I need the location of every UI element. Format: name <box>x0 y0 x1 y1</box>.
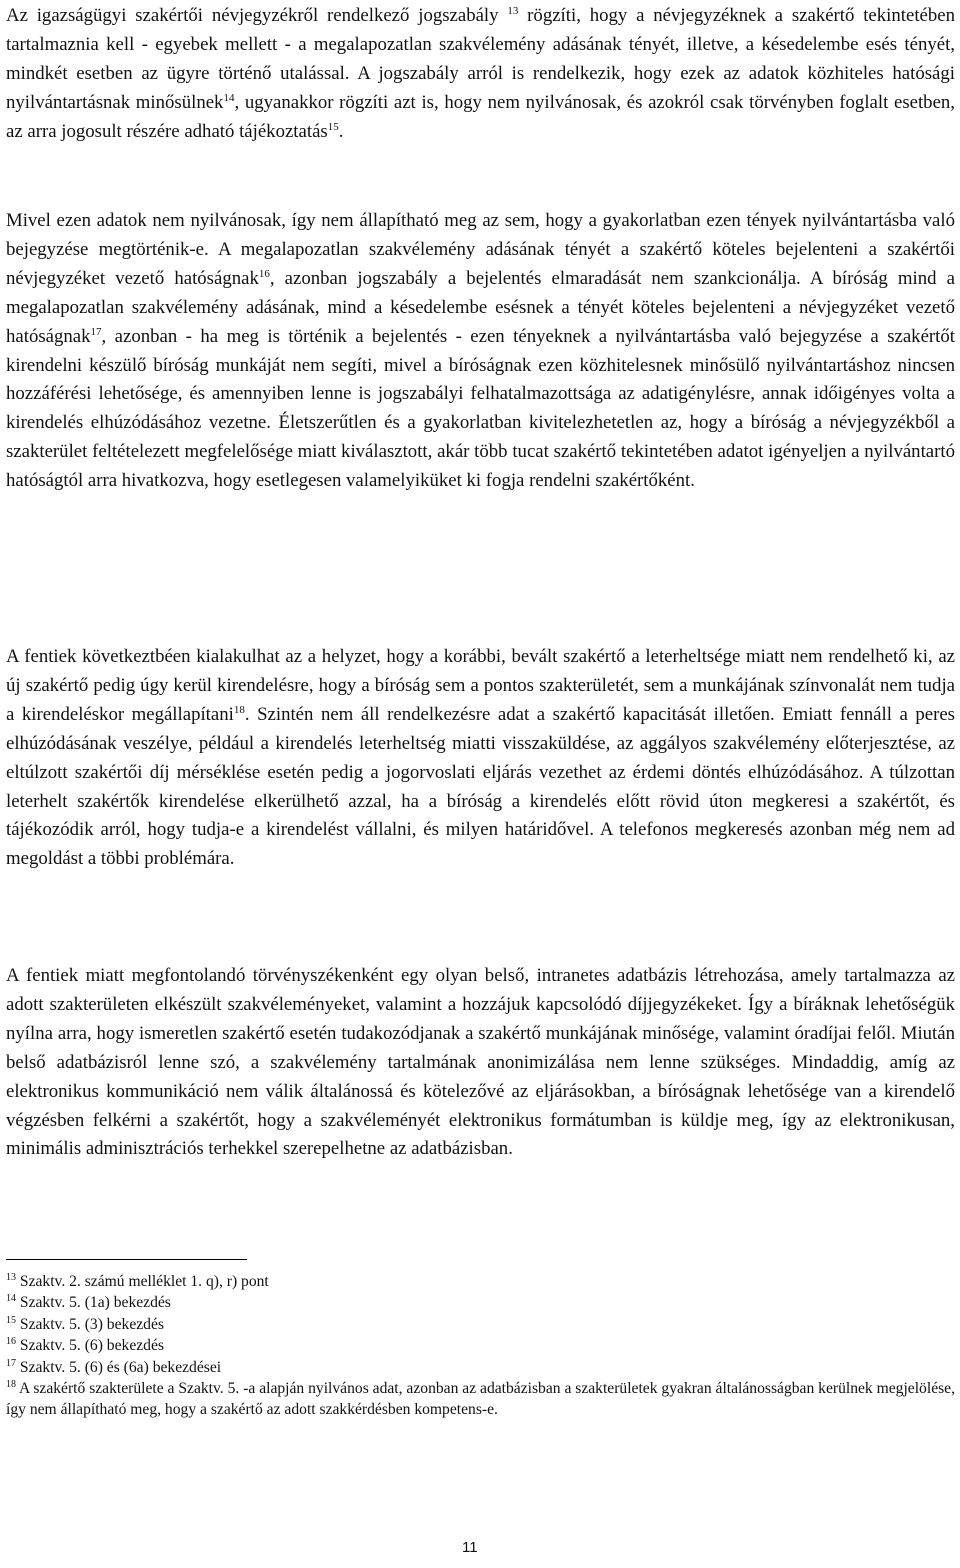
footnote-14 <box>6 1292 955 1313</box>
paragraph-text: , azonban jogszabály a bejelentés elmaradását nem szankcionálja. A bíróság mind a megalapozatlan szakvélemény adásának, mind a késedelembe esésnek a tényét köteles bejelenteni a névjegyzéket vezető hatóságnak <box>6 267 955 347</box>
paragraph-text: . <box>338 120 344 142</box>
footnote-17 <box>6 1357 955 1378</box>
paragraph-text: Az igazságügyi szakértői névjegyzékről rendelkező jogszabály <box>6 5 508 26</box>
page-number: 11 <box>462 1539 478 1556</box>
paragraph-text: , azonban - ha meg is történik a bejelentés - ezen tényeknek a nyilvántartásba való bejegyzése a szakértőt kirendelni készülő bíróság munkáját nem segíti, mivel a bíróságnak ezen közhitelesnek minősülő nyilvántartáshoz nincsen hozzáférési lehetősége, és amennyiben lenne is jogszabályi felhatalmazottsága az adatigénylésre, annak időigényes volta a kirendelés elhúzódásához vezetne. Életszerűtlen és a gyakorlatban kivitelezhetetlen az, hogy a bíróság a névjegyzékből a szakterület feltételezett megfelelősége miatt kiválasztott, akár több tucat szakértő tekintetében adatot igényeljen a nyilvántartó hatóságtól arra hivatkozva, hogy esetlegesen valamelyiküket ki fogja rendelni szakértőként. <box>6 325 955 492</box>
footnote-number: 18 <box>6 1379 16 1391</box>
footnotes <box>6 1271 955 1421</box>
paragraph-text: A fentiek következtbéen kialakulhat az a helyzet, hogy a korábbi, bevált szakértő a leterheltsége miatt nem rendelhető ki, az új szakértő pedig úgy kerül kirendelésre, hogy a bíróság sem a pontos szakterületét, sem a munkájának színvonalát nem tudja a kirendeléskor megállapítani <box>6 646 955 725</box>
footnote-ref: 13 <box>507 4 519 17</box>
footnote-number: 17 <box>6 1357 16 1369</box>
footnote-16 <box>6 1335 955 1356</box>
footnote-text: Szaktv. 2. számú melléklet 1. q), r) pont <box>16 1273 269 1290</box>
paragraph-text: , ugyanakkor rögzíti azt is, hogy nem nyilvánosak, és azokról csak törvényben foglalt esetben, az arra jogosult részére adható tájékoztatás <box>6 91 955 142</box>
footnote-ref: 16 <box>258 267 270 280</box>
paragraph-3 <box>6 643 955 874</box>
footnote-15 <box>6 1314 955 1335</box>
footnote-text: Szaktv. 5. (6) és (6a) bekezdései <box>16 1358 222 1376</box>
footnote-number: 16 <box>6 1336 16 1348</box>
paragraph-text: Mivel ezen adatok nem nyilvánosak, így nem állapítható meg az sem, hogy a gyakorlatban ezen tények nyilvántartásba való bejegyzése megtörténik-e. A megalapozatlan szakvélemény adásának tényét a szakértő köteles bejelenteni a szakértői névjegyzéket vezető hatóságnak <box>6 210 955 289</box>
footnote-text: A szakértő szakterülete a Szaktv. 5. -a alapján nyilvános adat, azonban az adatbázisban a szakterületek gyakran általánosságban kerülnek megjelölése, így nem állapítható meg, hogy a szakértő az adott szakkérdésben kompetens-e. <box>6 1380 955 1419</box>
footnote-ref: 14 <box>223 91 235 104</box>
paragraph-4 <box>6 962 955 1164</box>
footnote-ref: 17 <box>90 325 102 338</box>
paragraph-text: A fentiek miatt megfontolandó törvényszékenként egy olyan belső, intranetes adatbázis létrehozása, amely tartalmazza az adott szakterületen elkészült szakvéleményeket, valamint a hozzájuk kapcsolódó díjjegyzékeket. Így a bíráknak lehetőségük nyílna arra, hogy ismeretlen szakértő esetén tudakozódjanak a szakértő munkájának minősége, valamint óradíjai felől. Miután belső adatbázisról lenne szó, a szakvélemény tartalmának anonimizálása nem lenne szükséges. Mindaddig, amíg az elektronikus kommunikáció nem válik általánossá és kötelezővé az eljárásokban, a bíróságnak lehetősége van a kirendelő végzésben felkérni a szakértőt, hogy a szakvéleményét elektronikus formátumban is küldje meg, így az elektronikusan, minimális adminisztrációs terhekkel szerepelhetne az adatbázisban. <box>6 965 955 1160</box>
footnote-ref: 18 <box>233 703 245 716</box>
footnote-ref: 15 <box>327 120 339 133</box>
footnote-text: Szaktv. 5. (6) bekezdés <box>16 1337 164 1355</box>
footnote-separator <box>6 1259 247 1260</box>
paragraph-text: . Szintén nem áll rendelkezésre adat a szakértő kapacitását illetően. Emiatt fennáll a peres elhúzódásának veszélye, például a kirendelés leterheltség miatti visszaküldése, az aggályos szakvélemény előterjesztése, az eltúlzott szakértői díj mérséklése esetén pedig a jogorvoslati eljárás vezethet az érdemi döntés elhúzódásához. A túlzottan leterhelt szakértők kirendelése elkerülhető azzal, ha a bíróság a kirendelés előtt rövid úton megkeresi a szakértőt, és tájékozódik arról, hogy tudja-e a kirendelést vállalni, és milyen határidővel. A telefonos megkeresés azonban még nem ad megoldást a többi problémára. <box>6 703 955 870</box>
footnote-number: 15 <box>6 1314 16 1326</box>
footnote-text: Szaktv. 5. (1a) bekezdés <box>16 1294 171 1312</box>
paragraph-1 <box>6 2 955 147</box>
footnote-number: 13 <box>6 1272 16 1283</box>
paragraph-2 <box>6 207 955 496</box>
footnote-13 <box>6 1271 955 1292</box>
paragraph-text: rögzíti, hogy a névjegyzéknek a szakértő tekintetében tartalmaznia kell - egyebek mellett - a megalapozatlan szakvélemény adásának tényét, illetve, a késedelembe esés tényét, mindkét esetben az ügyre történő utalással. A jogszabály arról is rendelkezik, hogy ezek az adatok közhiteles hatósági nyilvántartásnak minősülnek <box>6 5 955 113</box>
footnote-18 <box>6 1378 955 1421</box>
footnote-number: 14 <box>6 1293 16 1305</box>
footnote-text: Szaktv. 5. (3) bekezdés <box>16 1315 164 1333</box>
